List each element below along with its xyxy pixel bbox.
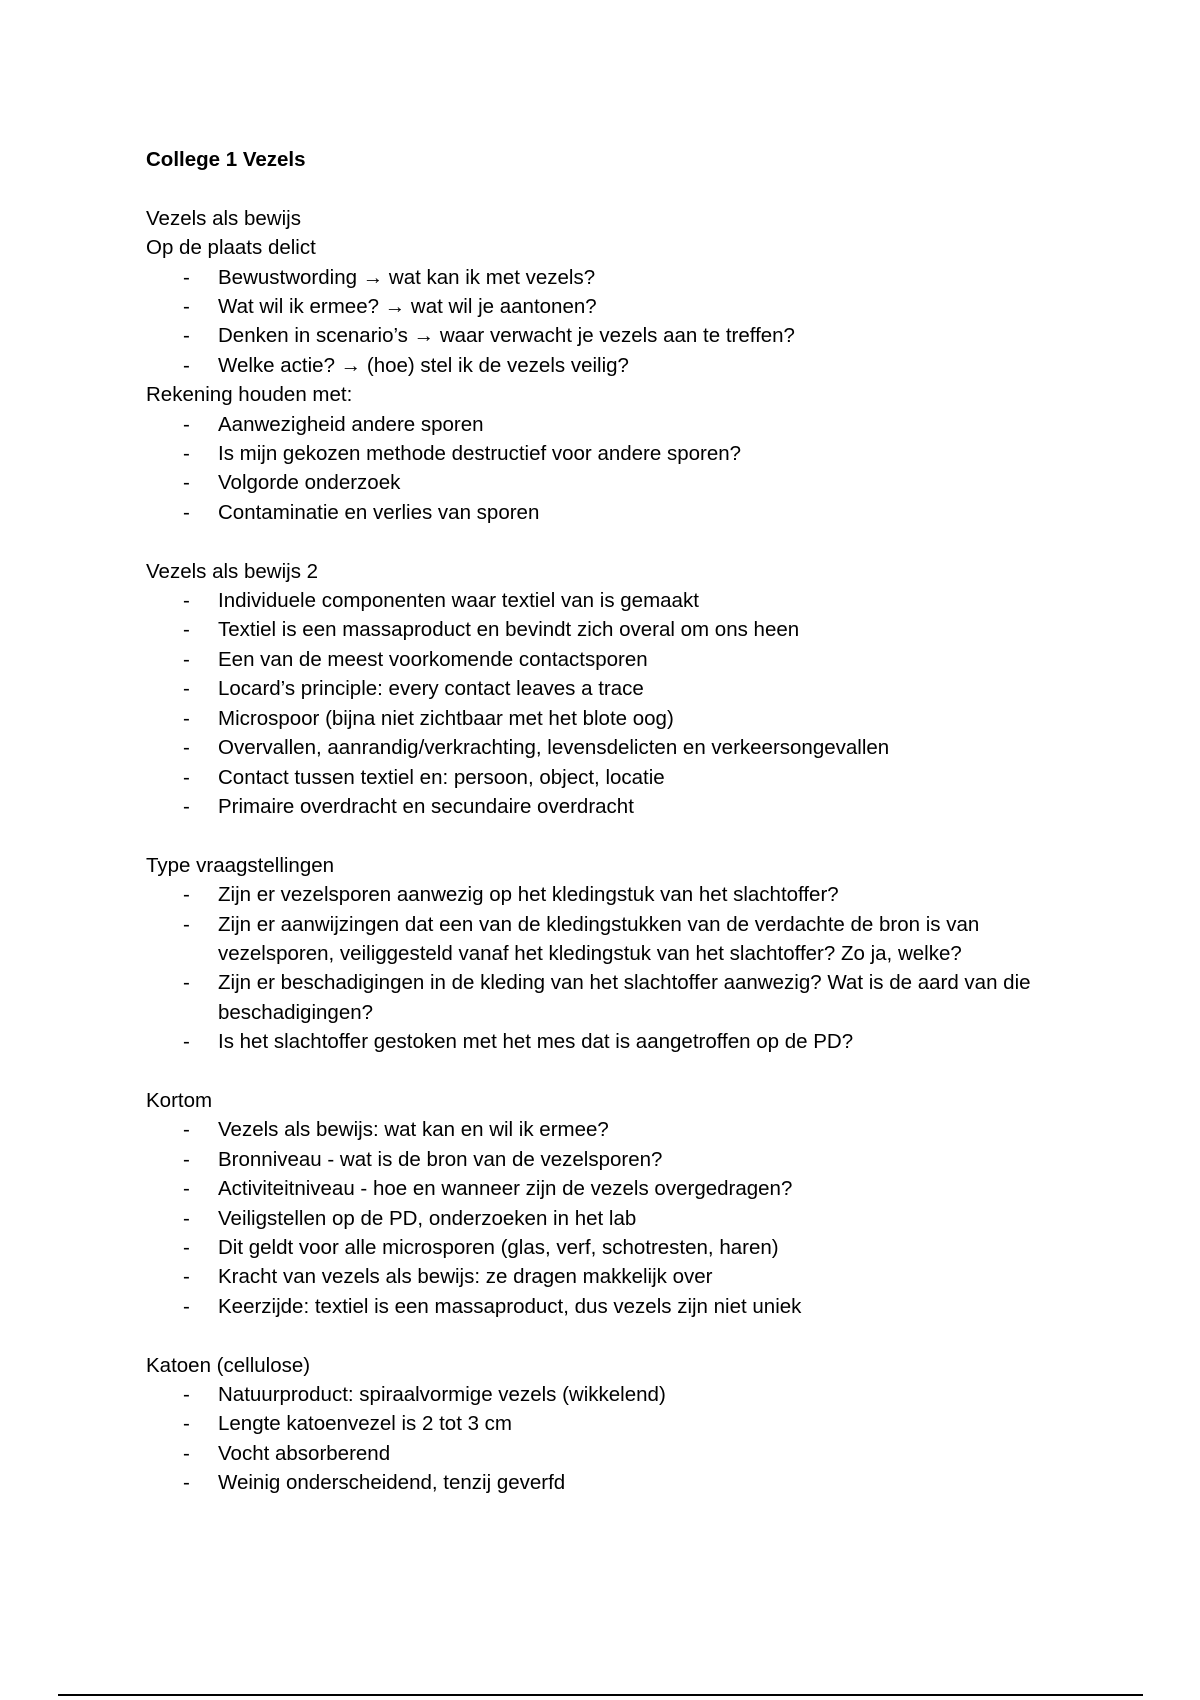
dash-bullet: - [183,647,190,671]
list-item [146,968,1066,1027]
dash-bullet: - [183,971,190,995]
list-item-text: Is mijn gekozen methode destructief voor andere sporen? [218,442,742,466]
spacer [146,1057,1066,1086]
list-item-text: Natuurproduct: spiraalvormige vezels (wikkelend) [218,1382,666,1406]
list-item [146,1439,1066,1468]
dash-bullet: - [183,265,190,289]
bullet-list [146,263,1066,381]
dash-bullet: - [183,1030,190,1054]
list-item-text: Vezels als bewijs: wat kan en wil ik ermee? [218,1118,609,1142]
dash-bullet: - [183,706,190,730]
dash-bullet: - [183,1265,190,1289]
list-item [146,410,1066,439]
list-item [146,1204,1066,1233]
list-item-text: Bronniveau - wat is de bron van de vezelsporen? [218,1147,663,1171]
dash-bullet: - [183,883,190,907]
section-heading: Type vraagstellingen [146,853,335,877]
list-item-text: Primaire overdracht en secundaire overdracht [218,794,634,818]
list-item-text: Keerzijde: textiel is een massaproduct, dus vezels zijn niet uniek [218,1294,802,1318]
list-item-text: Kracht van vezels als bewijs: ze dragen makkelijk over [218,1265,713,1289]
dash-bullet: - [183,1471,190,1495]
bullet-list [146,880,1066,1056]
list-item [146,910,1066,969]
dash-bullet: - [183,500,190,524]
list-item [146,1233,1066,1262]
document-page [146,145,1066,1498]
list-item-text: Microspoor (bijna niet zichtbaar met het blote oog) [218,706,674,730]
page-bottom-rule [58,1694,1143,1696]
list-item-text: Denken in scenario’s → waar verwacht je vezels aan te treffen? [218,324,795,348]
list-item-text: Weinig onderscheidend, tenzij geverfd [218,1471,566,1495]
list-item-text: Bewustwording → wat kan ik met vezels? [218,265,596,289]
bullet-list [146,410,1066,528]
list-item [146,321,1066,350]
list-item [146,439,1066,468]
dash-bullet: - [183,1235,190,1259]
spacer [146,821,1066,850]
dash-bullet: - [183,1441,190,1465]
list-item [146,763,1066,792]
dash-bullet: - [183,618,190,642]
list-item-text: Overvallen, aanrandig/verkrachting, levensdelicten en verkeersongevallen [218,736,890,760]
list-item [146,645,1066,674]
list-item-text: Dit geldt voor alle microsporen (glas, verf, schotresten, haren) [218,1235,779,1259]
list-item [146,704,1066,733]
dash-bullet: - [183,794,190,818]
list-item [146,880,1066,909]
list-item [146,1262,1066,1291]
dash-bullet: - [183,412,190,436]
list-item-text: Lengte katoenvezel is 2 tot 3 cm [218,1412,513,1436]
dash-bullet: - [183,1412,190,1436]
spacer [146,527,1066,556]
section-subheading: Op de plaats delict [146,236,316,260]
dash-bullet: - [183,295,190,319]
list-item-text: Textiel is een massaproduct en bevindt zich overal om ons heen [218,618,800,642]
list-item-text: Veiligstellen op de PD, onderzoeken in het lab [218,1206,637,1230]
dash-bullet: - [183,1206,190,1230]
dash-bullet: - [183,1118,190,1142]
list-item-text: Locard’s principle: every contact leaves a trace [218,677,644,701]
dash-bullet: - [183,442,190,466]
bullet-list [146,1380,1066,1498]
list-item-text: Zijn er aanwijzingen dat een van de kledingstukken van de verdachte de bron is van vezelsporen, veiliggesteld vanaf het kledingstuk van het slachtoffer? Zo ja, welke? [218,912,980,965]
dash-bullet: - [183,324,190,348]
dash-bullet: - [183,353,190,377]
section-heading: Katoen (cellulose) [146,1353,311,1377]
list-item [146,1027,1066,1056]
list-item-text: Aanwezigheid andere sporen [218,412,484,436]
list-item-text: Contact tussen textiel en: persoon, object, locatie [218,765,665,789]
dash-bullet: - [183,1147,190,1171]
list-item [146,1174,1066,1203]
list-item [146,615,1066,644]
list-item-text: Welke actie? → (hoe) stel ik de vezels veilig? [218,353,629,377]
list-item-text: Individuele componenten waar textiel van is gemaakt [218,589,699,613]
list-item [146,1409,1066,1438]
section-heading: Vezels als bewijs [146,206,301,230]
list-item [146,733,1066,762]
dash-bullet: - [183,471,190,495]
dash-bullet: - [183,736,190,760]
list-item-text: Zijn er beschadigingen in de kleding van het slachtoffer aanwezig? Wat is de aard van die beschadigingen? [218,971,1031,1024]
bullet-list [146,1115,1066,1321]
list-item [146,792,1066,821]
bullet-list [146,586,1066,821]
dash-bullet: - [183,677,190,701]
list-item-text: Wat wil ik ermee? → wat wil je aantonen? [218,295,597,319]
list-item-text: Volgorde onderzoek [218,471,401,495]
dash-bullet: - [183,1382,190,1406]
dash-bullet: - [183,1177,190,1201]
list-item [146,1145,1066,1174]
list-item-text: Contaminatie en verlies van sporen [218,500,540,524]
list-item-text: Is het slachtoffer gestoken met het mes dat is aangetroffen op de PD? [218,1030,854,1054]
section-heading: Vezels als bewijs 2 [146,559,319,583]
section-heading: Rekening houden met: [146,383,353,407]
list-item [146,468,1066,497]
list-item [146,1115,1066,1144]
list-item [146,292,1066,321]
dash-bullet: - [183,912,190,936]
list-item [146,263,1066,292]
dash-bullet: - [183,765,190,789]
list-item [146,351,1066,380]
list-item [146,586,1066,615]
list-item [146,1468,1066,1497]
section-heading: Kortom [146,1088,213,1112]
list-item-text: Vocht absorberend [218,1441,391,1465]
list-item [146,674,1066,703]
list-item [146,498,1066,527]
dash-bullet: - [183,1294,190,1318]
list-item [146,1292,1066,1321]
list-item-text: Zijn er vezelsporen aanwezig op het kledingstuk van het slachtoffer? [218,883,839,907]
list-item [146,1380,1066,1409]
document-title: College 1 Vezels [146,148,306,171]
spacer [146,1321,1066,1350]
dash-bullet: - [183,589,190,613]
list-item-text: Activiteitniveau - hoe en wanneer zijn de vezels overgedragen? [218,1177,793,1201]
list-item-text: Een van de meest voorkomende contactsporen [218,647,648,671]
spacer [146,174,1066,203]
